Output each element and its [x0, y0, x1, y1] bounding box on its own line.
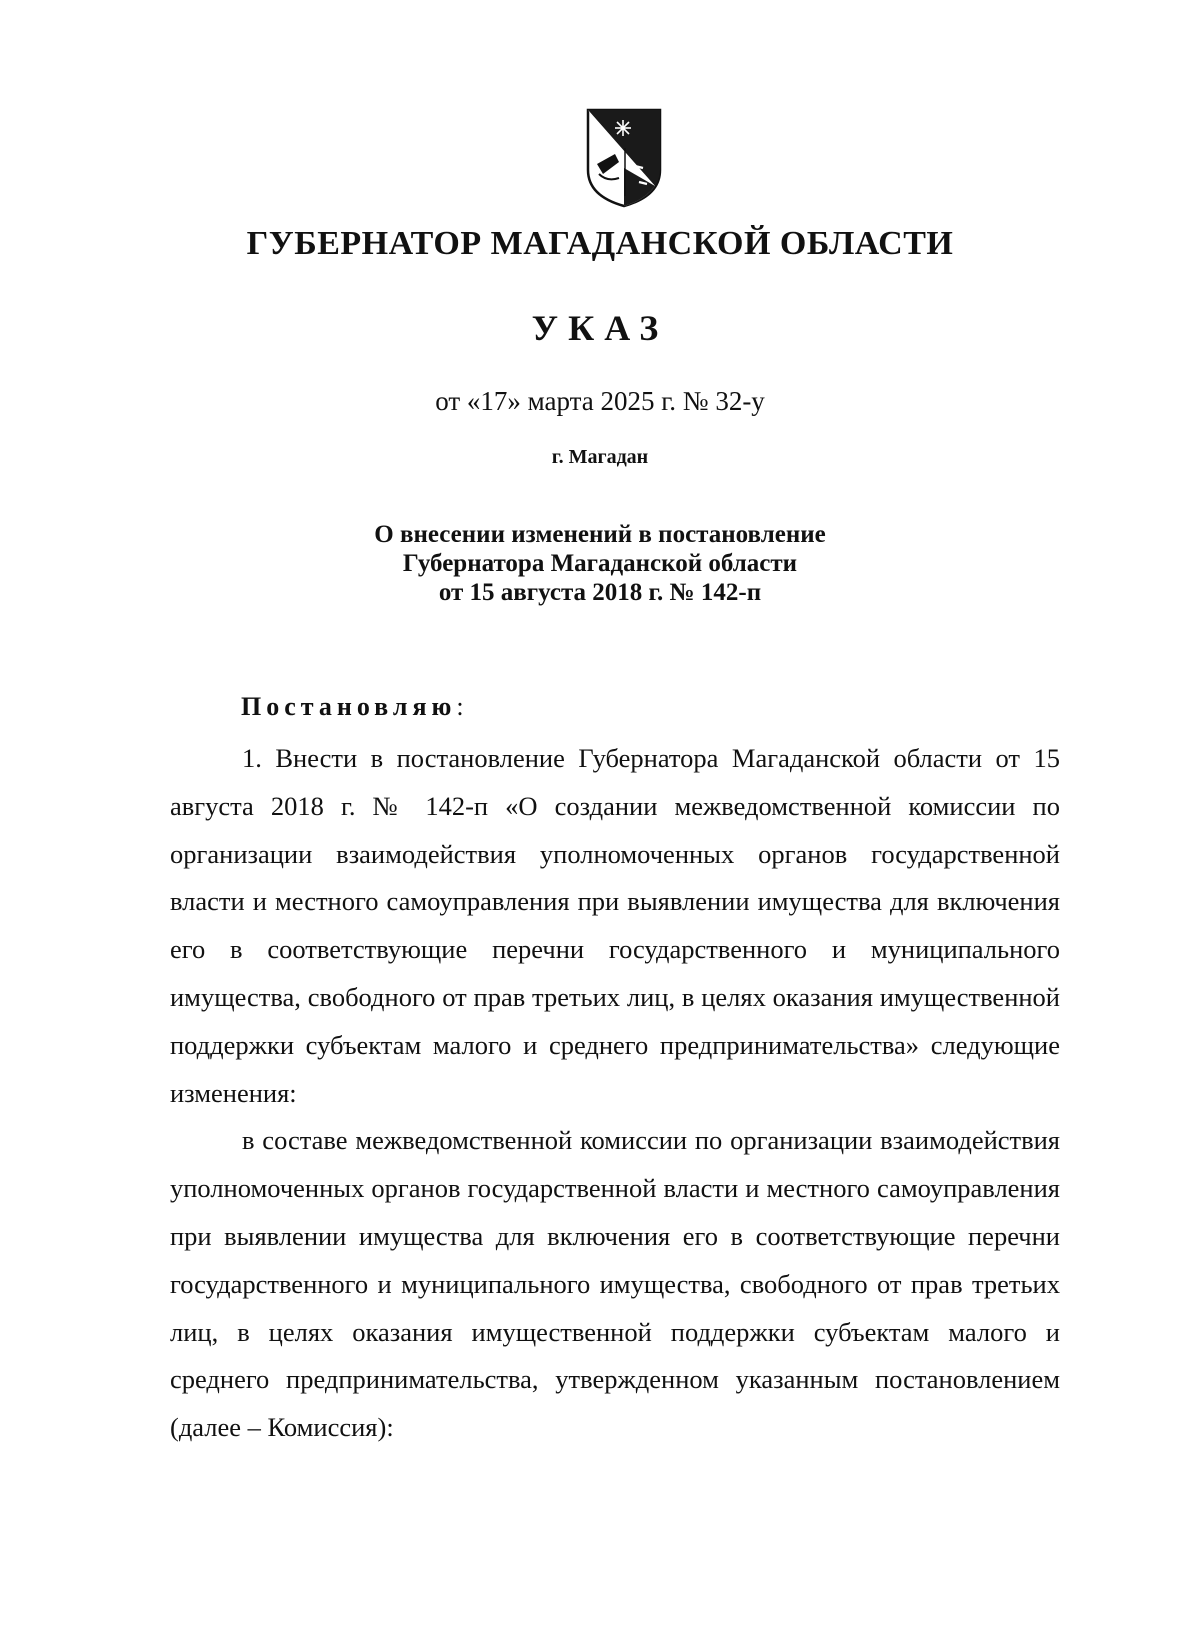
ordain-heading [241, 692, 464, 722]
ordain-word: Постановляю [241, 692, 457, 721]
document-body [170, 735, 1060, 1452]
body-paragraph: 1. Внести в постановление Губернатора Магаданской области от 15 августа 2018 г. № 142-п «О создании межведомственной комиссии по организации взаимодействия уполномоченных органов государственной власти и местного самоуправления при выявлении имущества для включения его в соответствующие перечни государственного и муниципального имущества, свободного от прав третьих лиц, в целях оказания имущественной поддержки субъектам малого и среднего предпринимательства» следующие изменения: [170, 743, 1060, 1108]
body-paragraph: в составе межведомственной комиссии по организации взаимодействия уполномоченных органов государственной власти и местного самоуправления при выявлении имущества для включения его в соответствующие перечни государственного и муниципального имущества, свободного от прав третьих лиц, в целях оказания имущественной поддержки субъектам малого и среднего предпринимательства, утвержденном указанным постановлением (далее – Комиссия): [170, 1125, 1060, 1443]
document-city: г. Магадан [551, 446, 649, 468]
subject-line: от 15 августа 2018 г. № 142-п [438, 579, 762, 606]
subject-line: Губернатора Магаданской области [402, 550, 798, 577]
document-date-number: от «17» марта 2025 г. № 32-у [435, 386, 765, 416]
subject-line: О внесении изменений в постановление [374, 521, 826, 548]
ordain-colon: : [456, 692, 464, 721]
coat-of-arms-icon [585, 108, 663, 208]
document-subject [0, 520, 1200, 607]
document-type: УКАЗ [531, 308, 669, 348]
issuing-authority: ГУБЕРНАТОР МАГАДАНСКОЙ ОБЛАСТИ [246, 225, 954, 262]
